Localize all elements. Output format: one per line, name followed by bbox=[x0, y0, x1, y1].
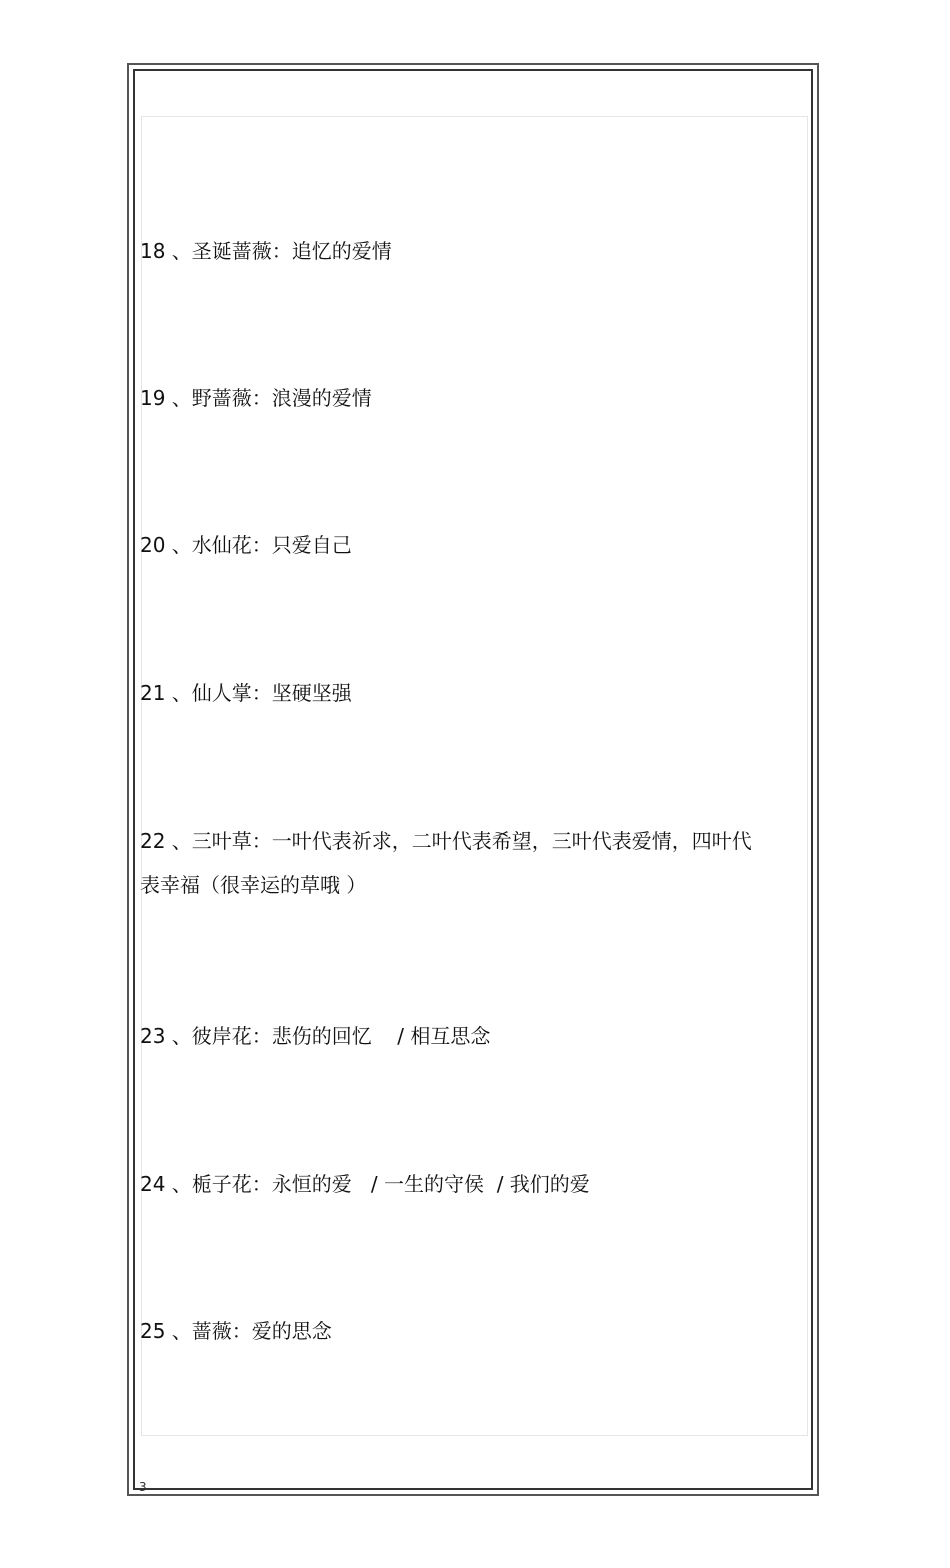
flower-entry-23: 23 、彼岸花：悲伤的回忆 / 相互思念 bbox=[140, 1024, 491, 1048]
page-number: 3 bbox=[139, 1480, 147, 1494]
flower-entry-25: 25 、蔷薇：爱的思念 bbox=[140, 1319, 332, 1343]
flower-entry-22: 22 、三叶草：一叶代表祈求，二叶代表希望，三叶代表爱情，四叶代表幸福（很幸运的草哦 ） bbox=[140, 829, 752, 897]
flower-entry-19: 19 、野蔷薇：浪漫的爱情 bbox=[140, 386, 372, 410]
content-box bbox=[141, 116, 808, 1436]
flower-entry-18: 18 、圣诞蔷薇：追忆的爱情 bbox=[140, 239, 392, 263]
flower-entry-21: 21 、仙人掌：坚硬坚强 bbox=[140, 681, 352, 705]
flower-entry-24: 24 、栀子花：永恒的爱 / 一生的守侯 / 我们的爱 bbox=[140, 1172, 590, 1196]
flower-entry-20: 20 、水仙花：只爱自己 bbox=[140, 533, 352, 557]
